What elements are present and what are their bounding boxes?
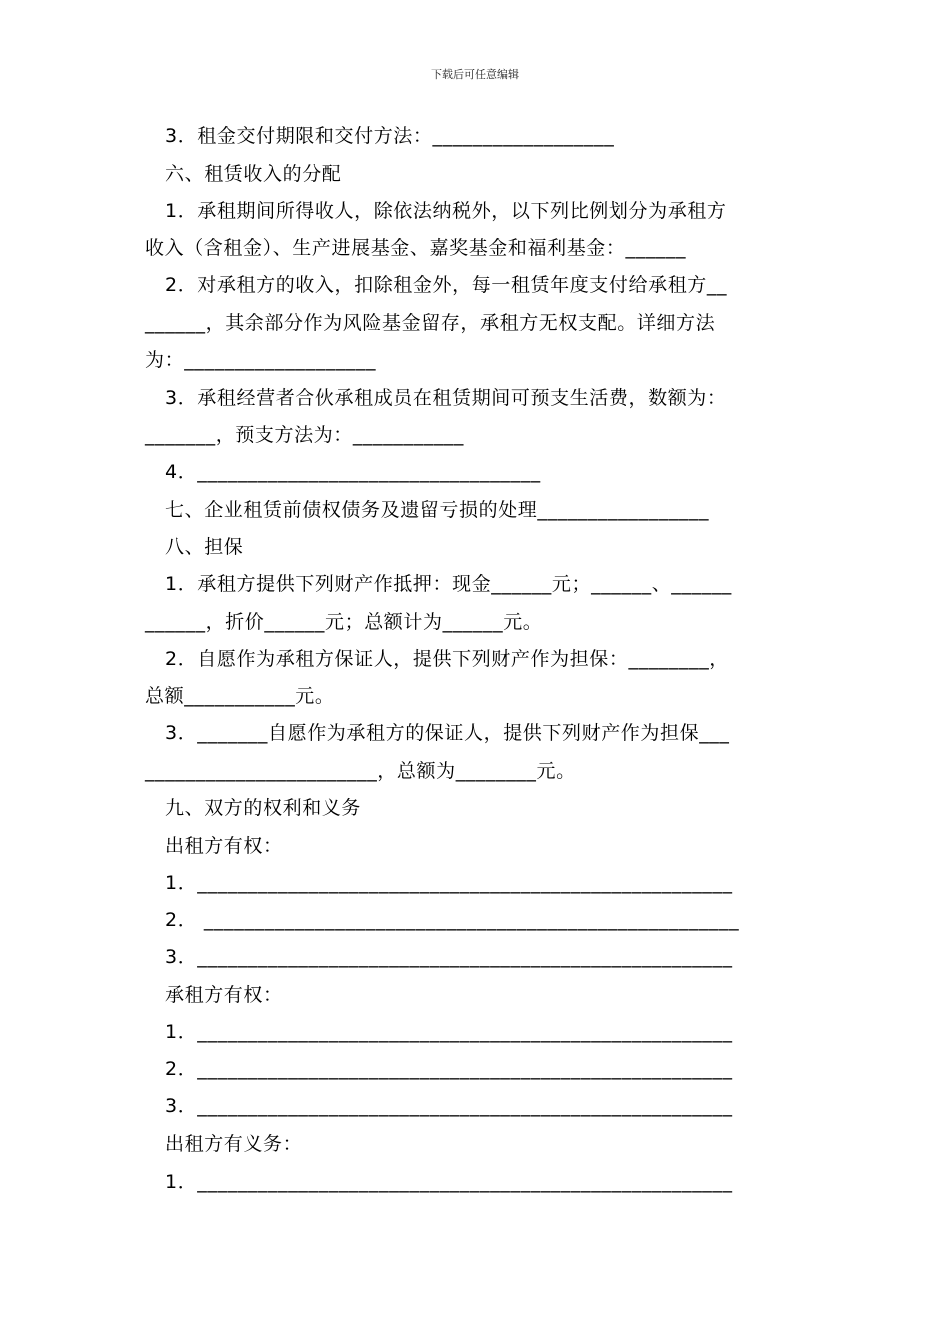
blank-item: 1．_____________________________________________________ (165, 1171, 733, 1193)
blank-item: 2． _____________________________________________________ (165, 909, 740, 931)
blank-item: 1．_____________________________________________________ (165, 872, 733, 894)
blank-item: 1．_____________________________________________________ (165, 1021, 733, 1043)
text-line: 为：___________________ (145, 349, 377, 371)
text-line: 3．_______自愿作为承租方的保证人，提供下列财产作为担保___ (165, 722, 730, 744)
text-line: 3．租金交付期限和交付方法：__________________ (165, 125, 615, 147)
subheading: 承租方有权： (165, 984, 283, 1006)
blank-item: 3．_____________________________________________________ (165, 946, 733, 968)
text-line: ______，其余部分作为风险基金留存，承租方无权支配。详细方法 (145, 312, 716, 334)
text-line: 2．对承租方的收入，扣除租金外，每一租赁年度支付给承租方__ (165, 274, 728, 296)
text-line: 总额___________元。 (145, 685, 335, 707)
page-header: 下载后可任意编辑 (431, 68, 519, 81)
text-line: 3．承租经营者合伙承租成员在租赁期间可预支生活费，数额为： (165, 387, 727, 409)
text-line: _______，预支方法为：___________ (145, 424, 465, 446)
blank-item: 3．_____________________________________________________ (165, 1095, 733, 1117)
section-heading: 七、企业租赁前债权债务及遗留亏损的处理_________________ (165, 499, 710, 521)
text-line: _______________________，总额为________元。 (145, 760, 576, 782)
section-heading: 八、担保 (165, 536, 244, 558)
section-heading: 六、租赁收入的分配 (165, 163, 342, 185)
section-heading: 九、双方的权利和义务 (165, 797, 362, 819)
subheading: 出租方有义务： (165, 1133, 303, 1155)
text-line: 1．承租期间所得收人，除依法纳税外，以下列比例划分为承租方 (165, 200, 727, 222)
blank-item: 2．_____________________________________________________ (165, 1058, 733, 1080)
text-line: ______，折价______元；总额计为______元。 (145, 611, 543, 633)
text-line: 1．承租方提供下列财产作抵押：现金______元；______、______ (165, 573, 732, 595)
subheading: 出租方有权： (165, 835, 283, 857)
text-line: 4．__________________________________ (165, 461, 541, 483)
text-line: 2．自愿作为承租方保证人，提供下列财产作为担保：________， (165, 648, 729, 670)
text-line: 收入（含租金）、生产进展基金、嘉奖基金和福利基金：______ (145, 237, 687, 259)
